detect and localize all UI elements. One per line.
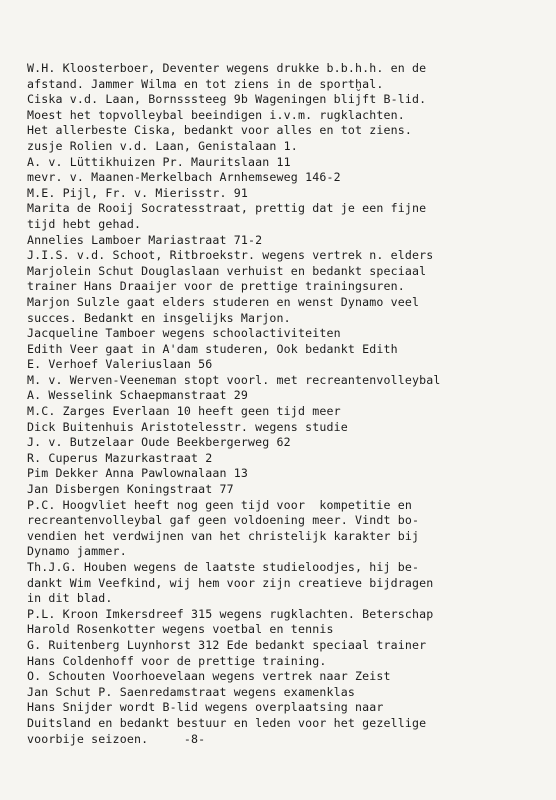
text-line: P.L. Kroon Imkersdreef 315 wegens rugklachten. Beterschap xyxy=(27,606,434,621)
text-line: vendien het verdwijnen van het christelijk karakter bij xyxy=(27,528,420,543)
text-line: Dick Buitenhuis Aristotelesstr. wegens studie xyxy=(27,419,348,434)
text-line: Pim Dekker Anna Pawlownalaan 13 xyxy=(27,466,249,481)
text-line: A. Wesselink Schaepmanstraat 29 xyxy=(27,388,249,403)
text-line: Ciska v.d. Laan, Bornsssteeg 9b Wageningen blijft B-lid. xyxy=(27,92,427,107)
text-line: G. Ruitenberg Luynhorst 312 Ede bedankt speciaal trainer xyxy=(27,637,427,652)
text-line: in dit blad. xyxy=(27,591,113,606)
text-line: A. v. Lüttikhuizen Pr. Mauritslaan 11 xyxy=(27,154,291,169)
member-notices-text xyxy=(27,61,547,747)
text-line: succes. Bedankt en insgelijks Marjon. xyxy=(27,310,291,325)
text-line: Marjon Sulzle gaat elders studeren en wenst Dynamo veel xyxy=(27,294,420,309)
text-line: Moest het topvolleybal beeindigen i.v.m. rugklachten. xyxy=(27,107,405,122)
text-line: R. Cuperus Mazurkastraat 2 xyxy=(27,450,213,465)
text-line: W.H. Kloosterboer, Deventer wegens drukke b.b.h.h. en de xyxy=(27,61,427,75)
text-line: zusje Rolien v.d. Laan, Genistalaan 1. xyxy=(27,138,298,153)
text-line: Annelies Lamboer Mariastraat 71-2 xyxy=(27,232,263,247)
text-line: Duitsland en bedankt bestuur en leden voor het gezellige xyxy=(27,715,427,730)
text-line: P.C. Hoogvliet heeft nog geen tijd voor kompetitie en xyxy=(27,497,413,512)
text-line: Th.J.G. Houben wegens de laatste studieloodjes, hij be- xyxy=(27,560,420,574)
text-line: E. Verhoef Valeriuslaan 56 xyxy=(27,357,213,372)
text-line: dankt Wim Veefkind, wij hem voor zijn creatieve bijdragen xyxy=(27,575,434,590)
text-line: M.C. Zarges Everlaan 10 heeft geen tijd meer xyxy=(27,404,341,419)
text-line: Het allerbeste Ciska, bedankt voor alles en tot ziens. xyxy=(27,123,413,138)
text-line: Marjolein Schut Douglaslaan verhuist en bedankt speciaal xyxy=(27,263,427,278)
text-line: mevr. v. Maanen-Merkelbach Arnhemseweg 146-2 xyxy=(27,170,341,185)
text-line: recreantenvolleybal gaf geen voldoening meer. Vindt bo- xyxy=(27,513,420,528)
text-line: Harold Rosenkotter wegens voetbal en tennis xyxy=(27,622,334,637)
last-line-with-page-number: voorbije seizoen. -8- xyxy=(27,731,206,746)
text-line: J.I.S. v.d. Schoot, Ritbroekstr. wegens vertrek n. elders xyxy=(27,248,434,263)
text-line: Edith Veer gaat in A'dam studeren, Ook bedankt Edith xyxy=(27,341,398,356)
text-line: Hans Snijder wordt B-lid wegens overplaatsing naar xyxy=(27,700,384,715)
text-line: tijd hebt gehad. xyxy=(27,216,142,231)
text-line: M. v. Werven-Veeneman stopt voorl. met recreantenvolleybal xyxy=(27,372,441,387)
text-line: afstand. Jammer Wilma en tot ziens in de sportḫal. xyxy=(27,76,384,91)
text-line: O. Schouten Voorhoevelaan wegens vertrek naar Zeist xyxy=(27,669,391,684)
text-line: Hans Coldenhoff voor de prettige training. xyxy=(27,653,327,668)
text-line: Marita de Rooij Socratesstraat, prettig dat je een fijne xyxy=(27,201,427,216)
text-line: trainer Hans Draaijer voor de prettige trainingsuren. xyxy=(27,279,405,294)
text-line: J. v. Butzelaar Oude Beekbergerweg 62 xyxy=(27,435,291,450)
text-line: Jacqueline Tamboer wegens schoolactiviteiten xyxy=(27,326,341,341)
text-line: Jan Disbergen Koningstraat 77 xyxy=(27,482,234,497)
text-line: Dynamo jammer. xyxy=(27,544,127,559)
text-line: M.E. Pijl, Fr. v. Mierisstr. 91 xyxy=(27,185,249,200)
text-line: Jan Schut P. Saenredamstraat wegens examenklas xyxy=(27,684,355,699)
